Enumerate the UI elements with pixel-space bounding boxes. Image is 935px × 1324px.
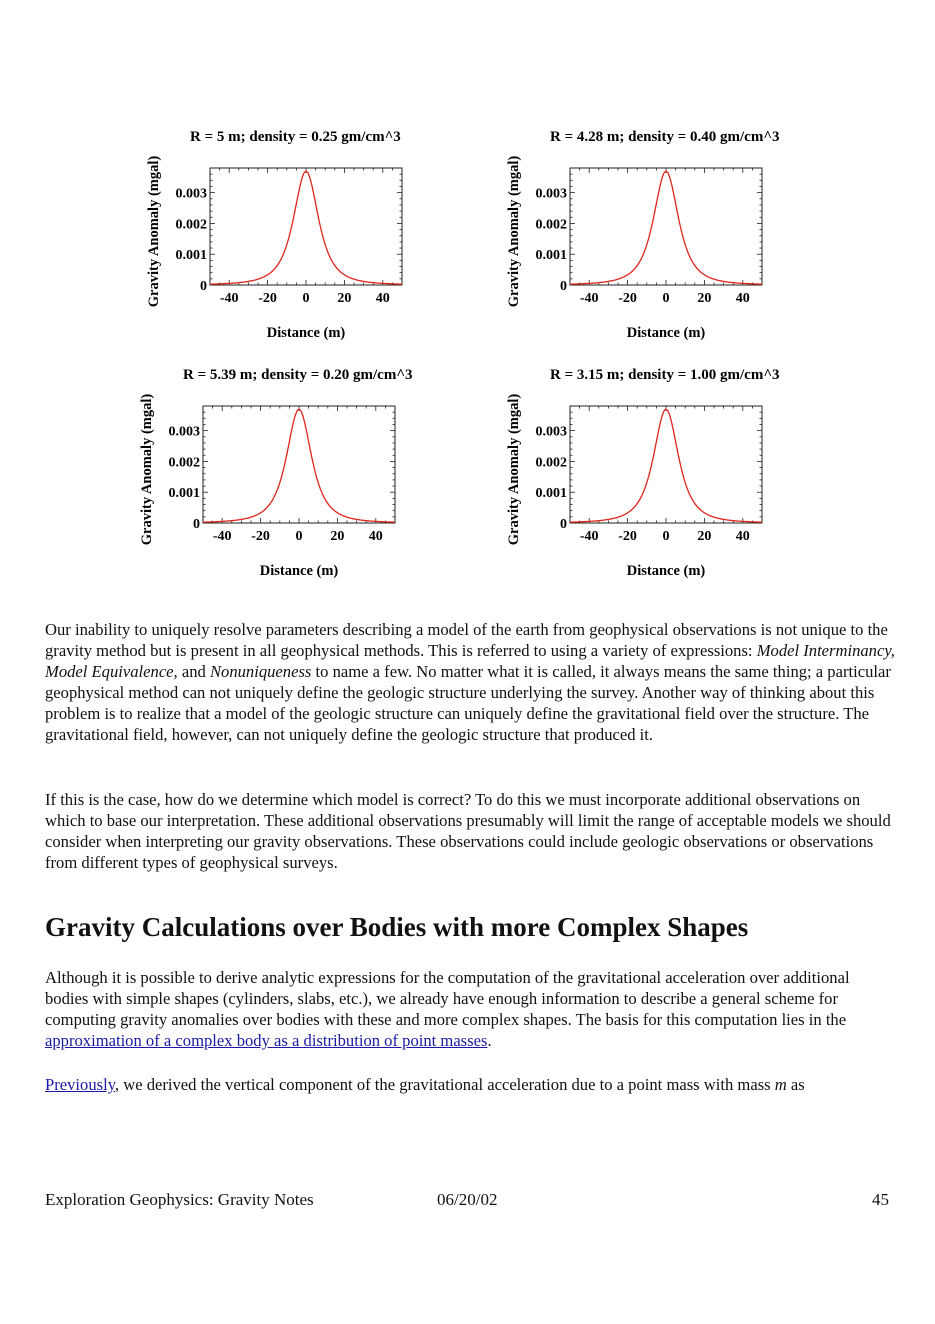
chart-3-svg [133,358,433,588]
plot-frame [570,168,762,285]
y-axis-label: Gravity Anomaly (mgal) [139,393,155,546]
x-tick-label: 0 [295,529,303,544]
y-tick-label: 0.003 [535,186,567,202]
y-tick-label: 0.003 [175,186,207,202]
y-tick-label: 0.002 [175,217,207,233]
footer-left: Exploration Geophysics: Gravity Notes [45,1190,314,1209]
y-tick-label: 0.001 [168,486,200,502]
y-tick-label: 0.002 [535,217,567,233]
y-tick-label: 0.002 [535,455,567,471]
x-tick-label: -40 [219,291,239,306]
paragraph-complex-shapes: Although it is possible to derive analytic expressions for the computation of the gravitational acceleration over additional bodies with simple shapes (cylinders, slabs, etc.), we already have enough information to describe a general scheme for computing gravity anomalies over bodies with these and more complex shapes. The basis for this computation lies in the approximation of a complex body as a distribution of point masses. [45,968,850,1050]
x-tick-label: 40 [368,529,383,544]
y-tick-label: 0.003 [535,424,567,440]
chart-2-svg [500,120,800,350]
y-tick-label: 0 [200,279,207,294]
y-tick-label: 0.002 [168,455,200,471]
paragraph-additional-observations: If this is the case, how do we determine which model is correct? To do this we must incorporate additional observations on which to base our interpretation. These additional observations presumably will limit the range of acceptable models we should consider when interpreting our gravity observations. These observations could include geologic observations or observations from different types of geophysical surveys. [45,790,891,872]
previously-link[interactable]: Previously [45,1075,115,1094]
y-tick-label: 0.001 [175,248,207,264]
anomaly-curve [570,171,762,284]
footer-date: 06/20/02 [437,1190,498,1209]
y-tick-label: 0.001 [535,248,567,264]
x-tick-label: 40 [735,291,750,306]
x-tick-label: -20 [251,529,270,544]
y-tick-label: 0.001 [535,486,567,502]
chart-title: R = 3.15 m; density = 1.00 gm/cm^3 [550,367,780,383]
x-tick-label: 40 [375,291,390,306]
x-axis-label: Distance (m) [266,325,346,341]
x-tick-label: -40 [212,529,232,544]
x-tick-label: 20 [330,529,345,544]
point-masses-link[interactable]: approximation of a complex body as a distribution of point masses [45,1031,488,1050]
y-axis-label: Gravity Anomaly (mgal) [506,393,522,546]
plot-frame [203,406,395,523]
y-tick-label: 0 [560,279,567,294]
x-axis-label: Distance (m) [626,563,706,579]
anomaly-curve [203,409,395,522]
x-tick-label: -20 [258,291,277,306]
chart-2 [500,120,800,350]
x-tick-label: 0 [662,529,670,544]
chart-4-svg [500,358,800,588]
chart-title: R = 5.39 m; density = 0.20 gm/cm^3 [183,367,413,383]
footer-page-number: 45 [872,1190,889,1209]
y-tick-label: 0 [193,517,200,532]
x-tick-label: 20 [697,529,712,544]
chart-title: R = 5 m; density = 0.25 gm/cm^3 [190,129,401,145]
chart-3 [133,358,433,588]
x-tick-label: -20 [618,529,637,544]
x-tick-label: -40 [579,529,599,544]
x-tick-label: 20 [337,291,352,306]
y-tick-label: 0 [560,517,567,532]
chart-1 [140,120,440,350]
anomaly-curve [570,409,762,522]
x-tick-label: 40 [735,529,750,544]
x-tick-label: 0 [662,291,670,306]
x-axis-label: Distance (m) [259,563,339,579]
term-model-equivalence: Model Interminancy, Model Equivalence, [45,641,895,681]
chart-4 [500,358,800,588]
x-axis-label: Distance (m) [626,325,706,341]
plot-frame [210,168,402,285]
x-tick-label: -20 [618,291,637,306]
paragraph-nonuniqueness: Our inability to uniquely resolve parameters describing a model of the earth from geophysical observations is not unique to the gravity method but is present in all geophysical methods. This is referred to using a variety of expressions: Model Interminancy, Model Equivalence, and Nonuniqueness to name a few. No matter what it is called, it always means the same thing; a particular geophysical method can not uniquely define the geologic structure underlying the survey. Another way of thinking about this problem is to realize that a model of the geologic structure can uniquely define the gravitational field over the structure. The gravitational field, however, can not uniquely define the geologic structure that produced it. [45,620,895,744]
anomaly-curve [210,171,402,284]
x-tick-label: 0 [302,291,310,306]
y-axis-label: Gravity Anomaly (mgal) [146,155,162,308]
section-heading: Gravity Calculations over Bodies with more Complex Shapes [45,912,749,942]
x-tick-label: 20 [697,291,712,306]
paragraph-previously: Previously, we derived the vertical component of the gravitational acceleration due to a point mass with mass m as [45,1075,805,1094]
chart-1-svg [140,120,440,350]
plot-frame [570,406,762,523]
y-tick-label: 0.003 [168,424,200,440]
term-nonuniqueness: Nonuniqueness [209,662,312,681]
x-tick-label: -40 [579,291,599,306]
y-axis-label: Gravity Anomaly (mgal) [506,155,522,308]
chart-title: R = 4.28 m; density = 0.40 gm/cm^3 [550,129,780,145]
